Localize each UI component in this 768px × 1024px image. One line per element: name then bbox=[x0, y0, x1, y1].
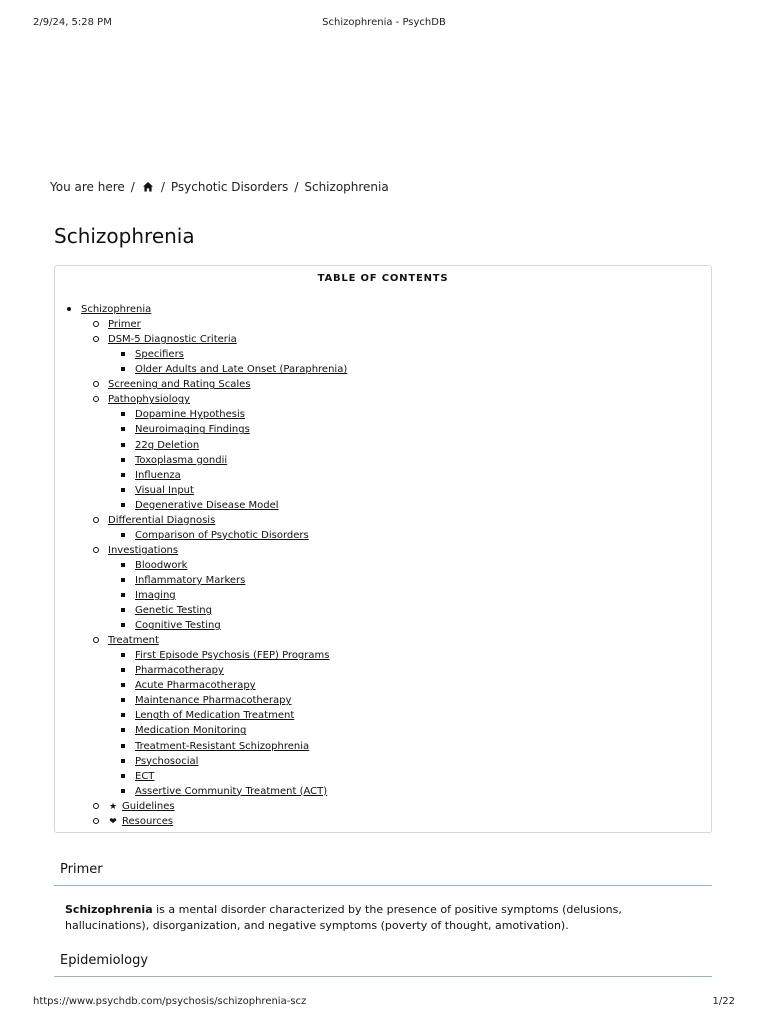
toc-item bbox=[108, 799, 175, 814]
print-date: 2/9/24, 5:28 PM bbox=[33, 17, 112, 28]
toc-link[interactable]: Treatment-Resistant Schizophrenia bbox=[135, 740, 310, 752]
print-footer bbox=[33, 996, 735, 1010]
toc-link[interactable]: Inflammatory Markers bbox=[135, 574, 246, 586]
toc-bullet bbox=[90, 332, 102, 347]
toc-link[interactable]: Imaging bbox=[135, 589, 176, 601]
toc-link[interactable]: ECT bbox=[135, 770, 155, 782]
toc-link[interactable]: Degenerative Disease Model bbox=[135, 499, 279, 511]
primer-term: Schizophrenia bbox=[65, 903, 153, 916]
toc-heading: TABLE OF CONTENTS bbox=[317, 273, 449, 284]
toc-item bbox=[135, 528, 309, 543]
toc-bullet bbox=[117, 453, 129, 468]
toc-bullet bbox=[117, 422, 129, 437]
toc-link[interactable]: Toxoplasma gondii bbox=[135, 454, 228, 466]
toc-link[interactable]: First Episode Psychosis (FEP) Programs bbox=[135, 650, 330, 662]
toc-item bbox=[108, 392, 190, 407]
print-header bbox=[33, 17, 735, 31]
toc-bullet bbox=[117, 663, 129, 678]
epidemiology-section-header bbox=[54, 951, 712, 977]
toc-bullet bbox=[117, 754, 129, 769]
toc-link[interactable]: Neuroimaging Findings bbox=[135, 424, 250, 436]
toc-link[interactable]: Specifiers bbox=[135, 349, 184, 361]
toc-bullet bbox=[117, 483, 129, 498]
primer-section-header bbox=[54, 860, 712, 886]
breadcrumb-separator: / bbox=[294, 180, 299, 194]
toc-item bbox=[108, 317, 141, 332]
primer-paragraph bbox=[65, 902, 685, 934]
toc-item bbox=[108, 633, 159, 648]
toc-bullet bbox=[90, 799, 102, 814]
toc-bullet bbox=[117, 588, 129, 603]
toc-bullet bbox=[117, 407, 129, 422]
toc-item bbox=[135, 648, 329, 663]
epidemiology-heading: Epidemiology bbox=[60, 953, 149, 968]
toc-item bbox=[135, 558, 187, 573]
toc-link[interactable]: Genetic Testing bbox=[135, 605, 212, 616]
toc-item bbox=[135, 498, 279, 513]
toc-link[interactable]: Guidelines bbox=[122, 800, 175, 812]
toc-item bbox=[135, 438, 199, 453]
toc-link[interactable]: 22q Deletion bbox=[135, 439, 200, 451]
toc-link[interactable]: Differential Diagnosis bbox=[108, 514, 216, 526]
toc-item bbox=[135, 693, 291, 708]
toc-link[interactable]: Bloodwork bbox=[135, 559, 188, 571]
toc-link[interactable]: Acute Pharmacotherapy bbox=[135, 680, 256, 692]
toc-link[interactable]: Older Adults and Late Onset (Paraphrenia) bbox=[135, 364, 348, 376]
toc-bullet bbox=[117, 784, 129, 799]
toc-item bbox=[135, 468, 181, 483]
toc-link[interactable]: Dopamine Hypothesis bbox=[135, 409, 245, 421]
toc-item bbox=[108, 332, 237, 347]
toc-bullet bbox=[90, 814, 102, 829]
toc-item bbox=[135, 723, 246, 738]
toc-link[interactable]: Schizophrenia bbox=[81, 304, 152, 315]
toc-item bbox=[108, 377, 251, 392]
toc-bullet bbox=[117, 347, 129, 362]
toc-item bbox=[135, 362, 347, 377]
toc-link[interactable]: Pathophysiology bbox=[108, 394, 190, 406]
toc-link[interactable]: Screening and Rating Scales bbox=[108, 379, 251, 391]
toc-item bbox=[135, 483, 194, 498]
toc-link[interactable]: Assertive Community Treatment (ACT) bbox=[135, 785, 328, 797]
toc-bullet bbox=[117, 468, 129, 483]
toc-bullet bbox=[117, 558, 129, 573]
toc-item bbox=[135, 453, 227, 468]
toc-item bbox=[135, 754, 198, 769]
toc-link[interactable]: Treatment bbox=[108, 635, 159, 647]
toc-bullet bbox=[90, 543, 102, 558]
toc-item bbox=[135, 603, 212, 618]
toc-bullet bbox=[117, 573, 129, 588]
toc-item bbox=[135, 588, 176, 603]
print-url: https://www.psychdb.com/psychosis/schizophrenia-scz bbox=[33, 996, 307, 1007]
toc-item bbox=[108, 814, 173, 829]
home-icon[interactable] bbox=[142, 181, 154, 193]
toc-bullet bbox=[117, 708, 129, 723]
toc-link[interactable]: Length of Medication Treatment bbox=[135, 710, 295, 722]
toc-bullet bbox=[117, 362, 129, 377]
toc-bullet bbox=[117, 498, 129, 513]
toc-item bbox=[135, 573, 245, 588]
star-icon: ★ bbox=[108, 801, 118, 812]
toc-bullet bbox=[117, 739, 129, 754]
toc-bullet bbox=[63, 302, 75, 317]
toc-bullet bbox=[117, 723, 129, 738]
print-page-title: Schizophrenia - PsychDB bbox=[322, 17, 446, 28]
toc-bullet bbox=[117, 603, 129, 618]
toc-item bbox=[135, 663, 224, 678]
toc-item bbox=[108, 543, 178, 558]
toc-item bbox=[135, 769, 154, 784]
toc-item bbox=[135, 347, 184, 362]
toc-link[interactable]: Maintenance Pharmacotherapy bbox=[135, 695, 292, 707]
toc-link[interactable]: Visual Input bbox=[135, 484, 194, 496]
toc-link[interactable]: Pharmacotherapy bbox=[135, 665, 224, 677]
toc-link[interactable]: Medication Monitoring bbox=[135, 725, 247, 737]
page-title: Schizophrenia bbox=[54, 224, 195, 248]
breadcrumb-separator: / bbox=[130, 180, 135, 194]
heart-icon: ❤ bbox=[109, 816, 117, 827]
toc-link[interactable]: Comparison of Psychotic Disorders bbox=[135, 529, 309, 541]
toc-item bbox=[135, 739, 309, 754]
toc-bullet bbox=[90, 392, 102, 407]
toc-bullet bbox=[117, 648, 129, 663]
table-of-contents bbox=[54, 265, 712, 833]
toc-link[interactable]: Investigations bbox=[108, 544, 179, 556]
toc-link[interactable]: Influenza bbox=[135, 469, 181, 481]
breadcrumb-current-page[interactable]: Schizophrenia bbox=[304, 180, 389, 194]
toc-bullet bbox=[90, 317, 102, 332]
toc-bullet bbox=[117, 693, 129, 708]
toc-bullet bbox=[117, 618, 129, 633]
toc-item bbox=[135, 708, 294, 723]
toc-bullet bbox=[90, 633, 102, 648]
toc-item bbox=[135, 784, 327, 799]
toc-item bbox=[135, 678, 256, 693]
toc-link[interactable]: Primer bbox=[108, 319, 141, 330]
toc-item bbox=[108, 513, 215, 528]
toc-link[interactable]: Psychosocial bbox=[135, 755, 199, 767]
breadcrumb-separator: / bbox=[160, 180, 165, 194]
toc-link[interactable]: Resources bbox=[122, 815, 174, 827]
primer-heading: Primer bbox=[60, 862, 103, 877]
toc-bullet bbox=[90, 377, 102, 392]
breadcrumb bbox=[50, 180, 389, 194]
toc-bullet bbox=[90, 513, 102, 528]
toc-link[interactable]: Cognitive Testing bbox=[135, 620, 221, 632]
toc-bullet bbox=[117, 438, 129, 453]
toc-item bbox=[135, 407, 245, 422]
toc-item bbox=[135, 618, 221, 633]
toc-bullet bbox=[117, 769, 129, 784]
toc-item bbox=[135, 422, 250, 437]
toc-bullet bbox=[117, 678, 129, 693]
toc-bullet bbox=[117, 528, 129, 543]
print-page-number: 1/22 bbox=[712, 996, 735, 1007]
breadcrumb-link-psychotic-disorders[interactable]: Psychotic Disorders bbox=[170, 180, 289, 194]
toc-item bbox=[81, 302, 151, 317]
primer-text: is a mental disorder characterized by the presence of positive symptoms (delusions, hallucinations), disorganization, and negative symptoms (poverty of thought, amotivation). bbox=[65, 903, 622, 932]
toc-link[interactable]: DSM-5 Diagnostic Criteria bbox=[108, 334, 237, 346]
breadcrumb-prefix: You are here bbox=[50, 180, 125, 194]
